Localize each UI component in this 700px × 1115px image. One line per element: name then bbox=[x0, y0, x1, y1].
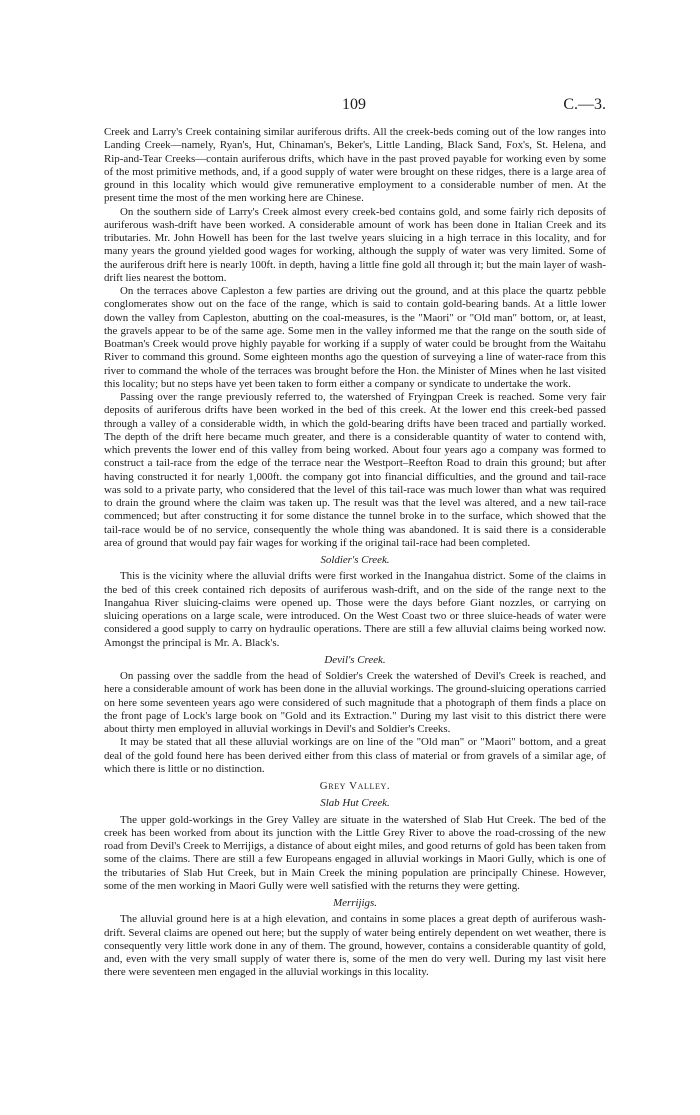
paragraph-devils-creek: On passing over the saddle from the head of Soldier's Creek the watershed of Devil's Creek is reached, and here a considerable amount of work has been done in the alluvial workings. The ground-sluicing operations carried on here some seventeen years ago were considered of such magnitude that a photograph of them finds a place on the front page of Lock's large book on "Gold and its Extraction." During my last visit to this district there were about thirty men employed in alluvial workings in Devil's and Soldier's Creeks. bbox=[104, 670, 606, 735]
page-header bbox=[104, 96, 606, 120]
paragraph-landing-creek: Creek and Larry's Creek containing similar auriferous drifts. All the creek-beds coming out of the low ranges into Landing Creek—namely, Ryan's, Hut, Chinaman's, Beker's, Little Landing, Black Sand, Fox's, St. Helena, and Rip-and-Tear Creeks—contain auriferous drifts, which have in the past proved payable for working even by some of the most primitive methods, and, if a good supply of water were brought on these ridges, there is a large area of ground in this locality which would give remunerative employment to a considerable number of men. At the present time the most of the men working here are Chinese. bbox=[104, 126, 606, 205]
paragraph-larrys-creek: On the southern side of Larry's Creek almost every creek-bed contains gold, and some fairly rich deposits of auriferous wash-drift have been worked. A considerable amount of work has been done in Italian Creek and its tributaries. Mr. John Howell has been for the last twelve years sluicing in a high terrace in this locality, and for many years the ground yielded good wages for working, although the supply of water was very limited. Some of the auriferous drift here is nearly 100ft. in depth, having a little fine gold all through it; but the main layer of wash-drift lies nearest the bottom. bbox=[104, 205, 606, 284]
heading-grey-valley: Grey Valley. bbox=[319, 780, 391, 792]
heading-devils-creek: Devil's Creek. bbox=[324, 653, 386, 666]
paragraph-capleston: On the terraces above Capleston a few parties are driving out the ground, and at this place the quartz pebble conglomerates show out on the face of the range, which is said to contain gold-bearing bands. At a little lower down the valley from Capleston, abutting on the coal-measures, is the "Maori" or "Old man" bottom, or, at least, the gravels appear to be of the same age. Some men in the valley informed me that the range on the south side of Boatman's Creek would prove highly payable for working if a supply of water could be brought from the Waitahu River to command this ground. Some eighteen months ago the question of surveying a line of water-race from this river to command the whole of the terraces was brought before the Hon. the Minister of Mines when he last visited this locality; but no steps have yet been taken to form either a company or syndicate to undertake the work. bbox=[104, 285, 606, 390]
paragraph-old-man-bottom: It may be stated that all these alluvial workings are on line of the "Old man" or "Maori" bottom, and a great deal of the gold found here has been derived either from this class of material or from gravels of a similar age, of which there is little or no distinction. bbox=[104, 736, 606, 775]
page-number: 109 bbox=[342, 96, 366, 113]
heading-soldiers-creek: Soldier's Creek. bbox=[320, 554, 390, 566]
paragraph-slab-hut-creek: The upper gold-workings in the Grey Valley are situate in the watershed of Slab Hut Creek. The bed of the creek has been worked from about its junction with the Little Grey River to above the road-crossing of the new road from Devil's Creek to Merrijigs, a distance of about eight miles, and good returns of gold has been taken from some of the claims. There are still a few Europeans engaged in alluvial workings in Maori Gully, which is one of the tributaries of Slab Hut Creek, but in Main Creek the mining population are principally Chinese. However, some of the men working in Maori Gully were well satisfied with the returns they were getting. bbox=[104, 813, 606, 892]
heading-merrijigs: Merrijigs. bbox=[333, 897, 377, 909]
paragraph-fryingpan-creek: Passing over the range previously referred to, the watershed of Fryingpan Creek is reached. Some very fair deposits of auriferous drifts have been worked in the bed of this creek. At the lower end this creek-bed passed through a valley of a considerable width, in which the gold-bearing drifts have been traced and partially worked. The depth of the drift here became much greater, and there is a considerable quantity of water to contend with, which prevents the lower end of this valley from being worked. About four years ago a company was formed to construct a tail-race from the edge of the terrace near the Westport–Reefton Road to drain this ground; but after having constructed it for nearly 1,000ft. the company got into financial difficulties, and the ground and tail-race was sold to a private party, who considered that the level of this tail-race was much lower than what was required to drain the ground where the claim was taken up. The result was that the level was altered, and a new tail-race commenced; but after constructing it for some distance the tunnel broke in to the surface, which showed that the tail-race would be of no service, consequently the whole thing was abandoned. It is said there is a considerable area of ground that would pay fair wages for working if the original tail-race had been completed. bbox=[104, 391, 606, 549]
document-page bbox=[104, 96, 606, 980]
heading-slab-hut-creek: Slab Hut Creek. bbox=[320, 797, 390, 810]
section-reference: C.—3. bbox=[563, 96, 606, 113]
paragraph-soldiers-creek: This is the vicinity where the alluvial drifts were first worked in the Inangahua district. Some of the claims in the bed of this creek contained rich deposits of auriferous wash-drift, and on the side of the range next to the Inangahua River sluicing-claims were opened up. Those were the days before Giant nozzles, or carrying on sluicing operations on a large scale, were introduced. On the West Coast two or three sluice-heads of water were considered a good supply to carry on hydraulic operations. There are still a few alluvial claims being worked now. Amongst the principal is Mr. A. Black's. bbox=[104, 570, 606, 649]
paragraph-merrijigs: The alluvial ground here is at a high elevation, and contains in some places a great depth of auriferous wash-drift. Several claims are opened out here; but the supply of water being entirely dependent on wet weather, there is consequently very little work done in any of them. The ground, however, contains a considerable quantity of gold, and, even with the very small supply of water there is, some of the men do very well. During my last visit here there were seventeen men engaged in the alluvial workings in this locality. bbox=[104, 913, 606, 979]
